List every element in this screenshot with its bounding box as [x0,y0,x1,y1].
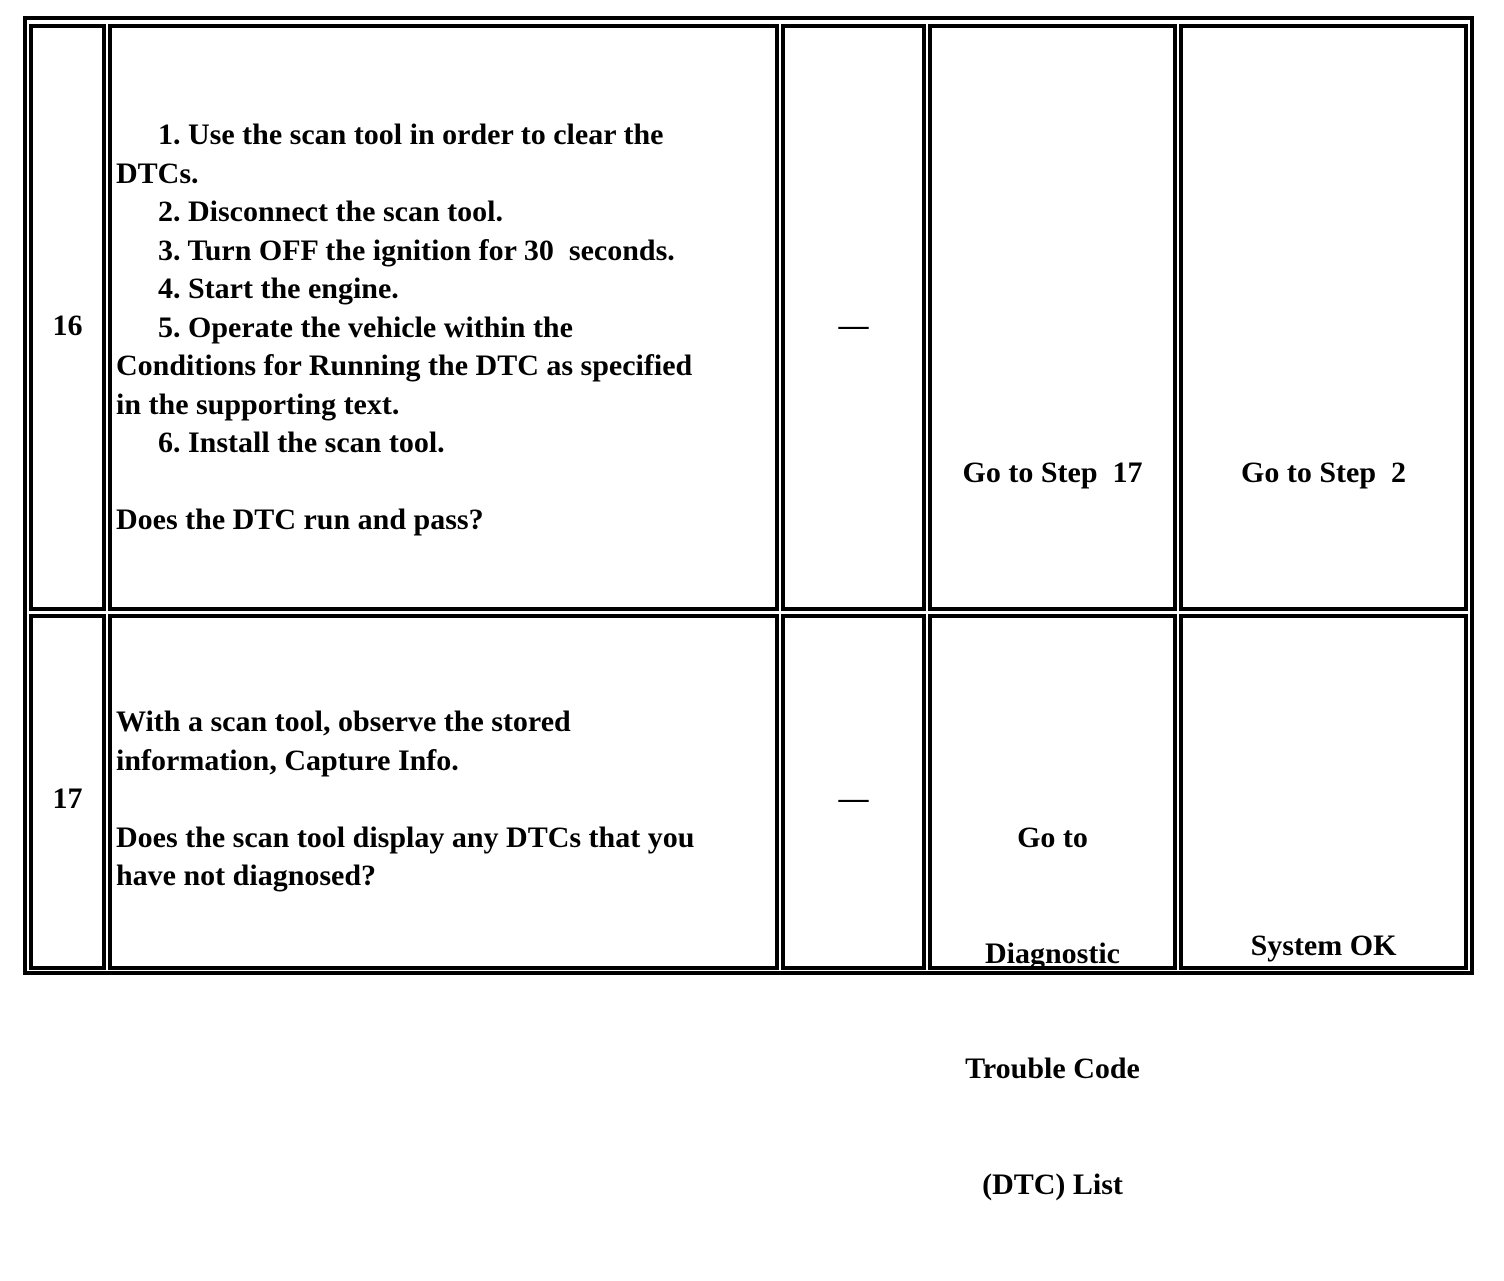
no-action: System OK [1250,929,1397,962]
yes-action [932,742,1173,1281]
step-number: 16 [52,309,83,342]
yes-action-line: (DTC) List [982,1167,1123,1201]
action-text [116,703,694,896]
action-cell [108,614,779,970]
yes-action: Go to Step 17 [962,456,1143,489]
no-action: Go to Step 2 [1241,456,1406,489]
yes-cell [928,24,1177,611]
step-cell [29,24,106,611]
action-line: in the supporting text. [116,387,400,421]
action-line: 5. Operate the vehicle within the [158,310,573,344]
step-number: 17 [52,782,83,815]
action-line: DTCs. [116,156,199,190]
action-line: information, Capture Info. [116,743,459,777]
action-line: 3. Turn OFF the ignition for 30 seconds. [158,233,675,267]
action-line [116,780,694,819]
value-cell [781,24,926,611]
action-line: 4. Start the engine. [158,272,399,305]
action-line: 2. Disconnect the scan tool. [158,195,503,228]
action-line: 6. Install the scan tool. [158,426,445,459]
value-dash: — [838,309,869,342]
action-line: With a scan tool, observe the stored [116,705,571,738]
yes-action-line: Diagnostic [985,936,1120,970]
action-text [116,116,692,540]
step-cell [29,614,106,970]
no-cell [1179,614,1468,970]
action-line [116,463,692,502]
yes-action-line: Go to [1017,821,1088,854]
no-cell [1179,24,1468,611]
yes-cell [928,614,1177,1201]
value-cell [781,614,926,970]
action-question: Does the DTC run and pass? [116,503,484,536]
action-line: 1. Use the scan tool in order to clear the [158,118,664,151]
yes-action-line: Trouble Code [965,1052,1140,1085]
action-question: have not diagnosed? [116,859,377,892]
action-line: Conditions for Running the DTC as specified [116,349,693,382]
value-dash: — [838,782,869,815]
action-question: Does the scan tool display any DTCs that you [116,820,695,854]
action-cell [108,24,779,611]
